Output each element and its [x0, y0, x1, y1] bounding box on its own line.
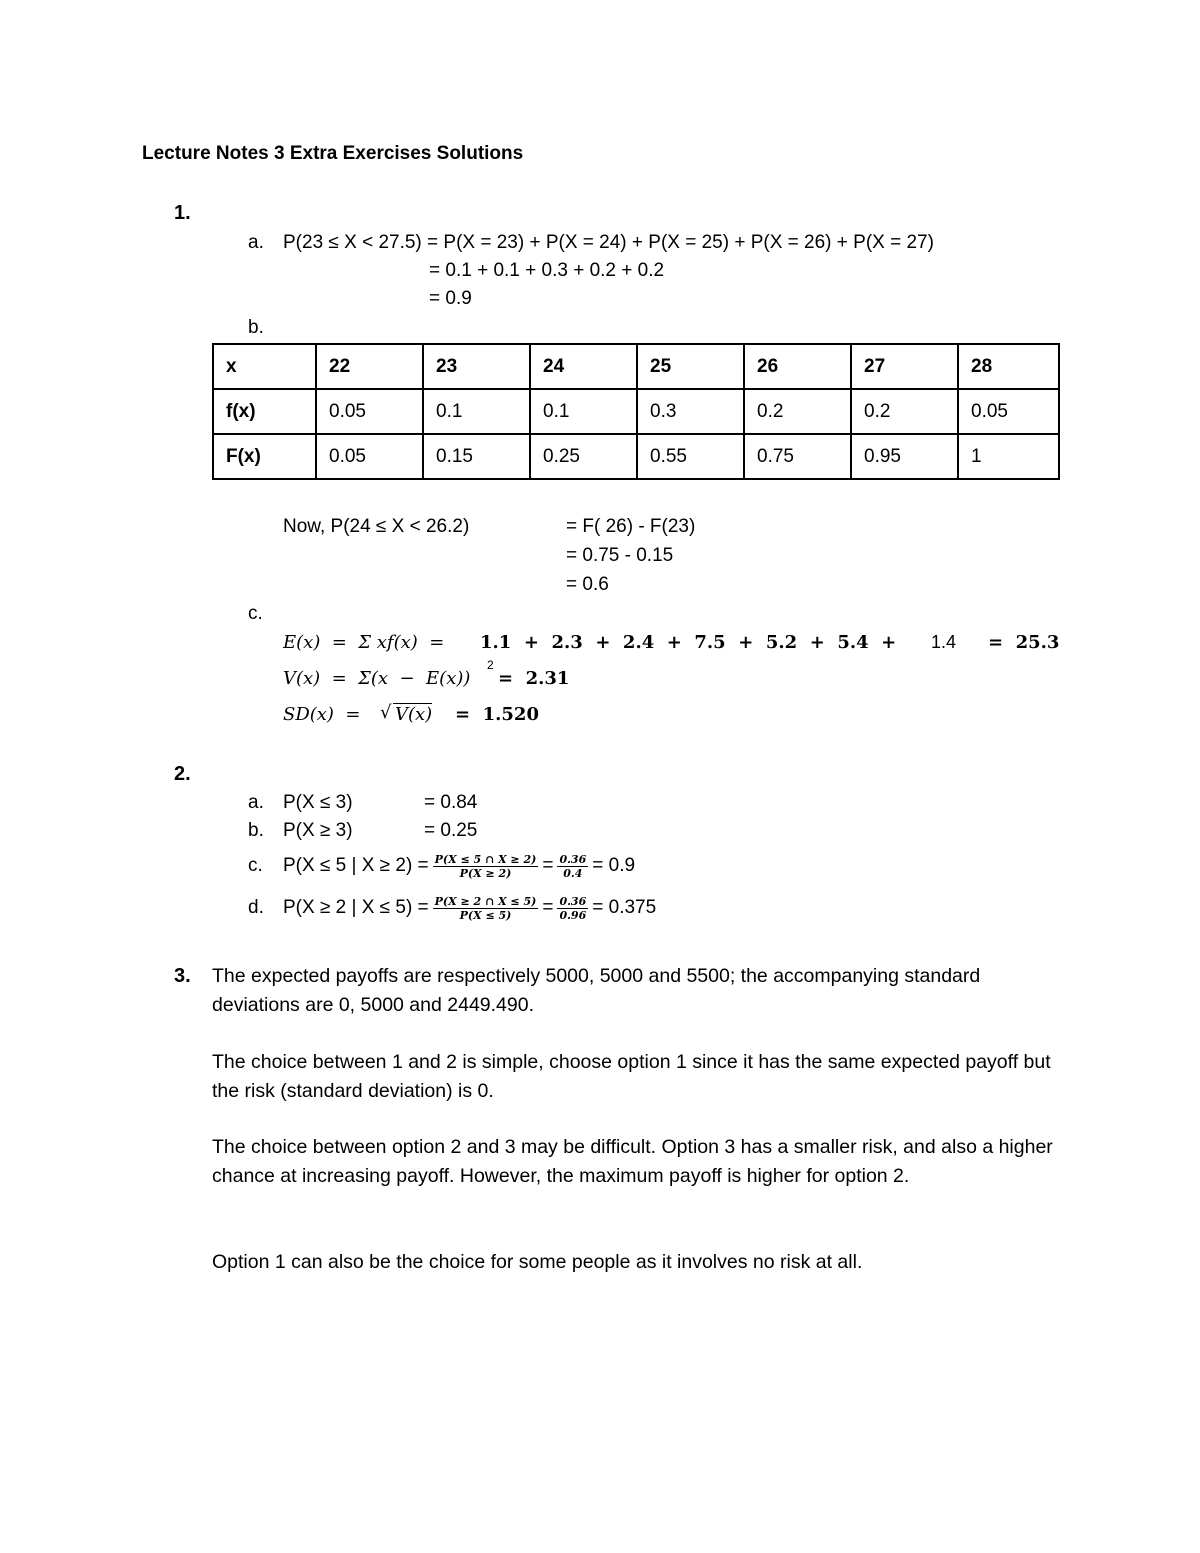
q1-a-line2: = 0.1 + 0.1 + 0.3 + 0.2 + 0.2 — [429, 260, 665, 281]
q1-now-step1: = F( 26) - F(23) — [566, 516, 696, 537]
table-cell: 25 — [637, 344, 744, 389]
table-cell: 0.05 — [316, 434, 423, 479]
distribution-table — [212, 343, 1060, 480]
q2-c-label: c. — [248, 855, 263, 876]
q2-c-equals: = — [542, 855, 554, 876]
table-cell: x — [213, 344, 316, 389]
table-cell: 0.2 — [851, 389, 958, 434]
q1-now-step2: = 0.75 - 0.15 — [566, 545, 674, 566]
q2-d-result: = 0.375 — [592, 897, 657, 918]
q2-b-expression: P(X ≥ 3) — [283, 820, 353, 841]
q2-a-value: = 0.84 — [424, 792, 478, 813]
q2-c-fraction — [433, 853, 539, 880]
variance-exponent: 2 — [487, 658, 494, 672]
q2-a-label: a. — [248, 792, 264, 813]
table-cell: f(x) — [213, 389, 316, 434]
question-3-number: 3. — [174, 965, 191, 987]
q1-now-expression: Now, P(24 ≤ X < 26.2) — [283, 516, 470, 537]
table-cell: 1 — [958, 434, 1059, 479]
q2-c-numerator: P(X ≤ 5 ∩ X ≥ 2) — [434, 852, 537, 866]
table-cell: 23 — [423, 344, 530, 389]
q2-d-fraction-value — [557, 895, 588, 922]
page-title: Lecture Notes 3 Extra Exercises Solutions — [142, 143, 524, 164]
expectation-terms: 1.1 + 2.3 + 2.4 + 7.5 + 5.2 + 5.4 + — [480, 632, 897, 653]
q2-d-denominator: P(X ≤ 5) — [459, 908, 512, 922]
q3-paragraph-3: The choice between option 2 and 3 may be difficult. Option 3 has a smaller risk, and also a higher chance at increasing payoff. However, the maximum payoff is higher for option 2. — [212, 1136, 1053, 1187]
q2-d-line — [283, 888, 656, 928]
q2-d-denominator-value: 0.96 — [559, 908, 587, 922]
sd-result: = 1.520 — [455, 704, 539, 725]
table-cell: 0.55 — [637, 434, 744, 479]
q2-c-denominator: P(X ≥ 2) — [459, 866, 512, 880]
q2-b-label: b. — [248, 820, 264, 841]
q2-d-numerator: P(X ≥ 2 ∩ X ≤ 5) — [434, 894, 537, 908]
table-cell: 24 — [530, 344, 637, 389]
table-cell: 0.1 — [530, 389, 637, 434]
q2-c-numerator-value: 0.36 — [559, 852, 587, 866]
q1-b-label: b. — [248, 317, 264, 338]
table-cell: 0.25 — [530, 434, 637, 479]
table-cell: 28 — [958, 344, 1059, 389]
q2-a-expression: P(X ≤ 3) — [283, 792, 353, 813]
q2-d-numerator-value: 0.36 — [559, 894, 587, 908]
q2-d-label: d. — [248, 897, 264, 918]
q1-c-label: c. — [248, 603, 263, 624]
q3-paragraph-1: The expected payoffs are respectively 5000, 5000 and 5500; the accompanying standard deviations are 0, 5000 and 2449.490. — [212, 965, 981, 1016]
q2-b-value: = 0.25 — [424, 820, 478, 841]
q1-a-line1: P(23 ≤ X < 27.5) = P(X = 23) + P(X = 24) + P(X = 25) + P(X = 26) + P(X = 27) — [283, 232, 934, 253]
variance-result: = 2.31 — [498, 668, 570, 689]
sd-radicand: V(x) — [395, 704, 433, 725]
table-cell: 0.1 — [423, 389, 530, 434]
q2-d-equals: = — [542, 897, 554, 918]
q2-d-expression: P(X ≥ 2 | X ≤ 5) = — [283, 897, 429, 918]
q1-a-line3: = 0.9 — [429, 288, 472, 309]
table-cell: 0.75 — [744, 434, 851, 479]
table-cell: 0.3 — [637, 389, 744, 434]
q1-now-step3: = 0.6 — [566, 574, 609, 595]
expectation-last-term: 1.4 — [931, 632, 957, 652]
table-cell: 0.15 — [423, 434, 530, 479]
sd-formula: SD(x) = — [283, 704, 361, 725]
table-row — [213, 389, 1059, 434]
q2-c-fraction-value — [557, 853, 588, 880]
variance-formula: V(x) = Σ(x − E(x)) — [283, 668, 471, 689]
table-cell: 0.05 — [316, 389, 423, 434]
table-row — [213, 434, 1059, 479]
question-2-number: 2. — [174, 763, 191, 785]
q3-paragraph-2: The choice between 1 and 2 is simple, choose option 1 since it has the same expected payoff but the risk (standard deviation) is 0. — [212, 1051, 1051, 1102]
q3-paragraph-4: Option 1 can also be the choice for some people as it involves no risk at all. — [212, 1251, 863, 1273]
table-cell: 0.2 — [744, 389, 851, 434]
table-cell: 0.05 — [958, 389, 1059, 434]
table-cell: 0.95 — [851, 434, 958, 479]
q2-c-expression: P(X ≤ 5 | X ≥ 2) = — [283, 855, 429, 876]
q1-a-label: a. — [248, 232, 264, 253]
q2-d-fraction — [433, 895, 539, 922]
table-cell: 26 — [744, 344, 851, 389]
expectation-formula: E(x) = Σ xf(x) = — [283, 632, 445, 653]
table-cell: 22 — [316, 344, 423, 389]
sqrt-icon: √ — [380, 702, 392, 723]
table-cell: F(x) — [213, 434, 316, 479]
expectation-result: = 25.3 — [988, 632, 1060, 653]
q2-c-line — [283, 846, 635, 886]
table-cell: 27 — [851, 344, 958, 389]
question-1-number: 1. — [174, 202, 191, 224]
q2-c-result: = 0.9 — [592, 855, 636, 876]
table-row — [213, 344, 1059, 389]
q2-c-denominator-value: 0.4 — [563, 866, 583, 880]
